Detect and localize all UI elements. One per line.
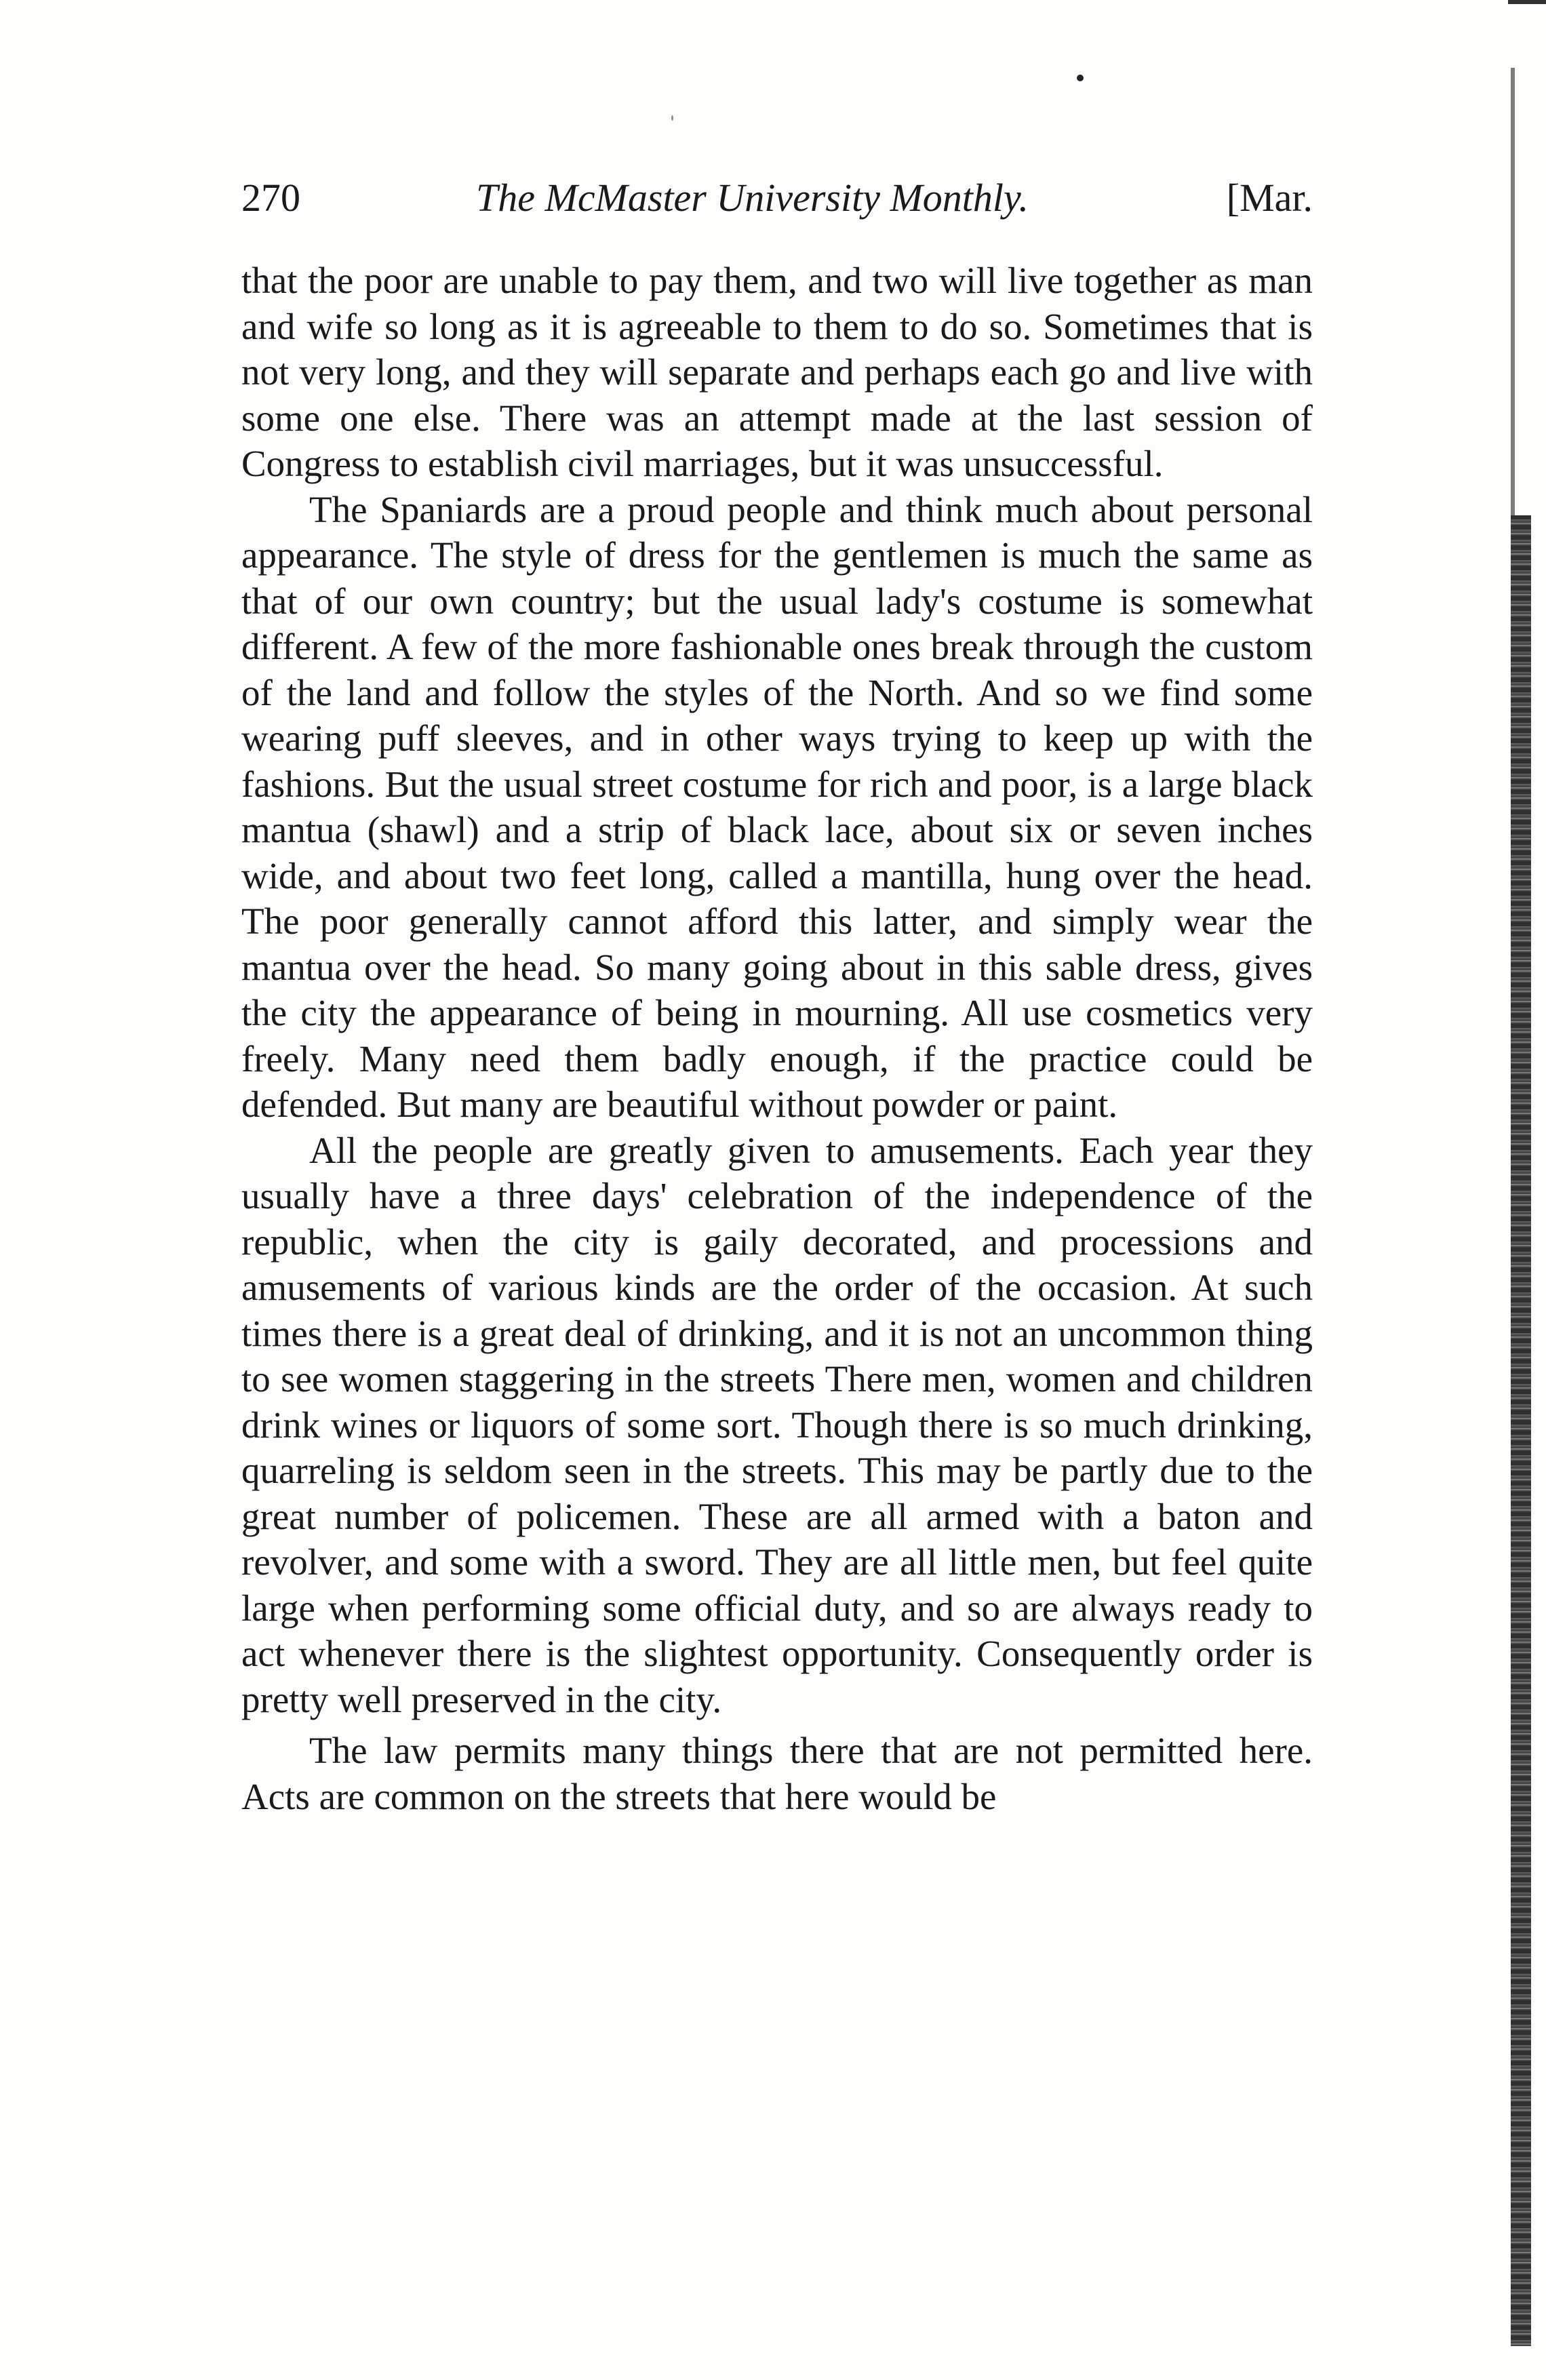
page-number: 270	[241, 176, 300, 220]
paragraph: The law permits many things there that are not permitted here. Acts are common on the streets that here would be	[241, 1730, 1313, 1817]
scan-speck	[1077, 75, 1084, 81]
scan-speck	[671, 115, 673, 121]
paragraph: All the people are greatly given to amusements. Each year they usually have a three days' celebration of the independence of the republic, when the city is gaily decorated, and processions and amusements of various kinds are the order of the occasion. At such times there is a great deal of drinking, and it is not an uncommon thing to see women staggering in the streets There men, women and children drink wines or liquors of some sort. Though there is so much drinking, quarreling is seldom seen in the streets. This may be partly due to the great number of policemen. These are all armed with a baton and revolver, and some with a sword. They are all little men, but feel quite large when performing some official duty, and so are always ready to act whenever there is the slightest opportunity. Consequently order is pretty well preserved in the city.	[241, 1129, 1313, 1720]
article-body	[241, 258, 1313, 1819]
running-header	[241, 175, 1313, 236]
paragraph: that the poor are unable to pay them, and two will live together as man and wife so long as it is agreeable to them to do so. Sometimes that is not very long, and they will separate and perhaps each go and live with some one else. There was an attempt made at the last session of Congress to establish civil marriages, but it was unsuccessful.	[241, 260, 1313, 484]
journal-title: The McMaster University Monthly.	[476, 176, 1029, 220]
binding-edge	[1511, 515, 1531, 2346]
paragraph: The Spaniards are a proud people and think much about personal appearance. The style of dress for the gentlemen is much the same as that of our own country; but the usual lady's costume is somewhat different. A few of the more fashionable ones break through the custom of the land and follow the styles of the North. And so we find some wearing puff sleeves, and in other ways trying to keep up with the fashions. But the usual street costume for rich and poor, is a large black mantua (shawl) and a strip of black lace, about six or seven inches wide, and about two feet long, called a mantilla, hung over the head. The poor generally cannot afford this latter, and simply wear the mantua over the head. So many going about in this sable dress, gives the city the appearance of being in mourning. All use cosmetics very freely. Many need them badly enough, if the practice could be defended. But many are beautiful without powder or paint.	[241, 488, 1313, 1125]
scan-edge-mark	[1508, 0, 1546, 4]
binding-edge	[1511, 68, 1515, 515]
issue-month: [Mar.	[1226, 176, 1313, 220]
